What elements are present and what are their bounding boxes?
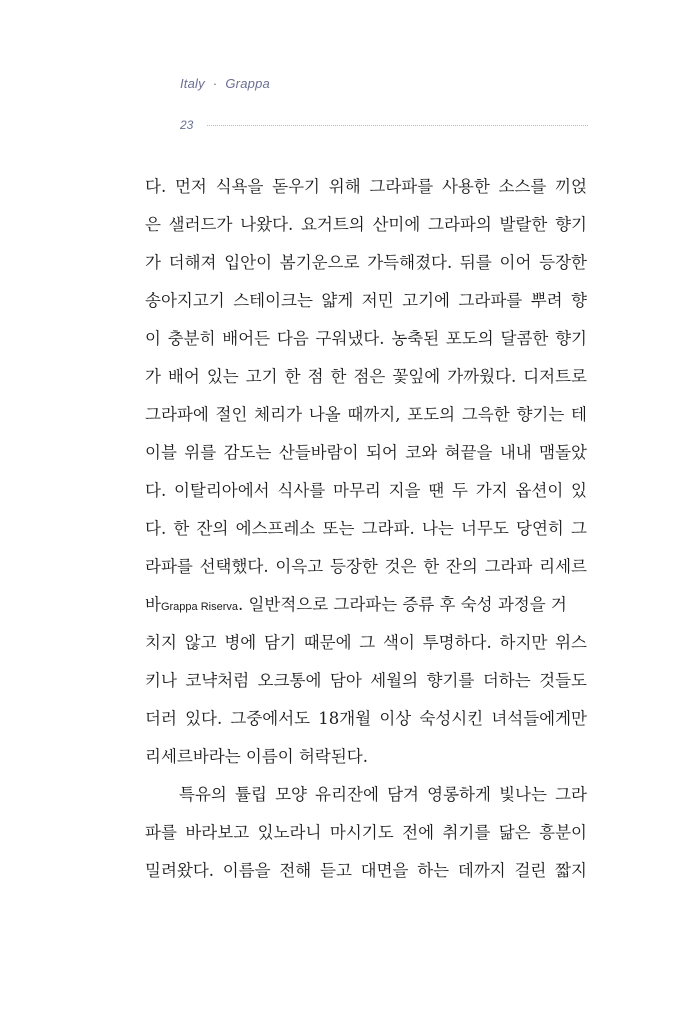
running-head <box>180 76 270 91</box>
text-line: 송아지고기 스테이크는 얇게 저민 고기에 그라파를 뿌려 향 <box>145 291 587 310</box>
text-line: 다. 이탈리아에서 식사를 마무리 지을 땐 두 가지 옵션이 있 <box>145 481 587 500</box>
text-line: 키나 코냑처럼 오크통에 담아 세월의 향기를 더하는 것들도 <box>145 671 587 690</box>
text-line: 리세르바라는 이름이 허락된다. <box>145 747 368 766</box>
text-line: 밀려왔다. 이름을 전해 듣고 대면을 하는 데까지 걸린 짧지 <box>145 861 587 880</box>
body-text <box>145 168 587 890</box>
gloss-prefix: 바 <box>145 595 161 614</box>
text-line: 파를 바라보고 있노라니 마시기도 전에 취기를 닮은 흥분이 <box>145 823 587 842</box>
text-line: 라파를 선택했다. 이윽고 등장한 것은 한 잔의 그라파 리세르 <box>145 557 587 576</box>
text-line: 이 충분히 배어든 다음 구워냈다. 농축된 포도의 달콤한 향기 <box>145 329 587 348</box>
text-line: 다. 한 잔의 에스프레소 또는 그라파. 나는 너무도 당연히 그 <box>145 519 587 538</box>
running-head-separator: · <box>212 76 218 91</box>
gloss-term: Grappa Riserva <box>160 601 238 613</box>
text-line: 그라파에 절인 체리가 나올 때까지, 포도의 그윽한 향기는 테 <box>145 405 587 424</box>
text-line: 가 배어 있는 고기 한 점 한 점은 꽃잎에 가까웠다. 디저트로 <box>145 367 587 386</box>
text-line: 치지 않고 병에 담기 때문에 그 색이 투명하다. 하지만 위스 <box>145 633 587 652</box>
text-line-with-gloss <box>145 586 587 624</box>
text-line: 은 샐러드가 나왔다. 요거트의 산미에 그라파의 발랄한 향기 <box>145 215 587 234</box>
gloss-suffix: . 일반적으로 그라파는 증류 후 숙성 과정을 거 <box>238 595 567 614</box>
text-line: 특유의 튤립 모양 유리잔에 담겨 영롱하게 빛나는 그라 <box>179 785 587 804</box>
text-line: 더러 있다. 그중에서도 18개월 이상 숙성시킨 녀석들에게만 <box>145 709 587 728</box>
folio-row <box>180 117 588 133</box>
text-line: 이블 위를 감도는 산들바람이 되어 코와 혀끝을 내내 맴돌았 <box>145 443 587 462</box>
running-head-chapter: Grappa <box>225 76 270 91</box>
running-head-country: Italy <box>180 76 205 91</box>
text-line: 다. 먼저 식욕을 돋우기 위해 그라파를 사용한 소스를 끼얹 <box>145 177 587 196</box>
page-number: 23 <box>180 118 194 132</box>
text-line: 가 더해져 입안이 봄기운으로 가득해졌다. 뒤를 이어 등장한 <box>145 253 587 272</box>
dotted-rule <box>207 125 588 126</box>
